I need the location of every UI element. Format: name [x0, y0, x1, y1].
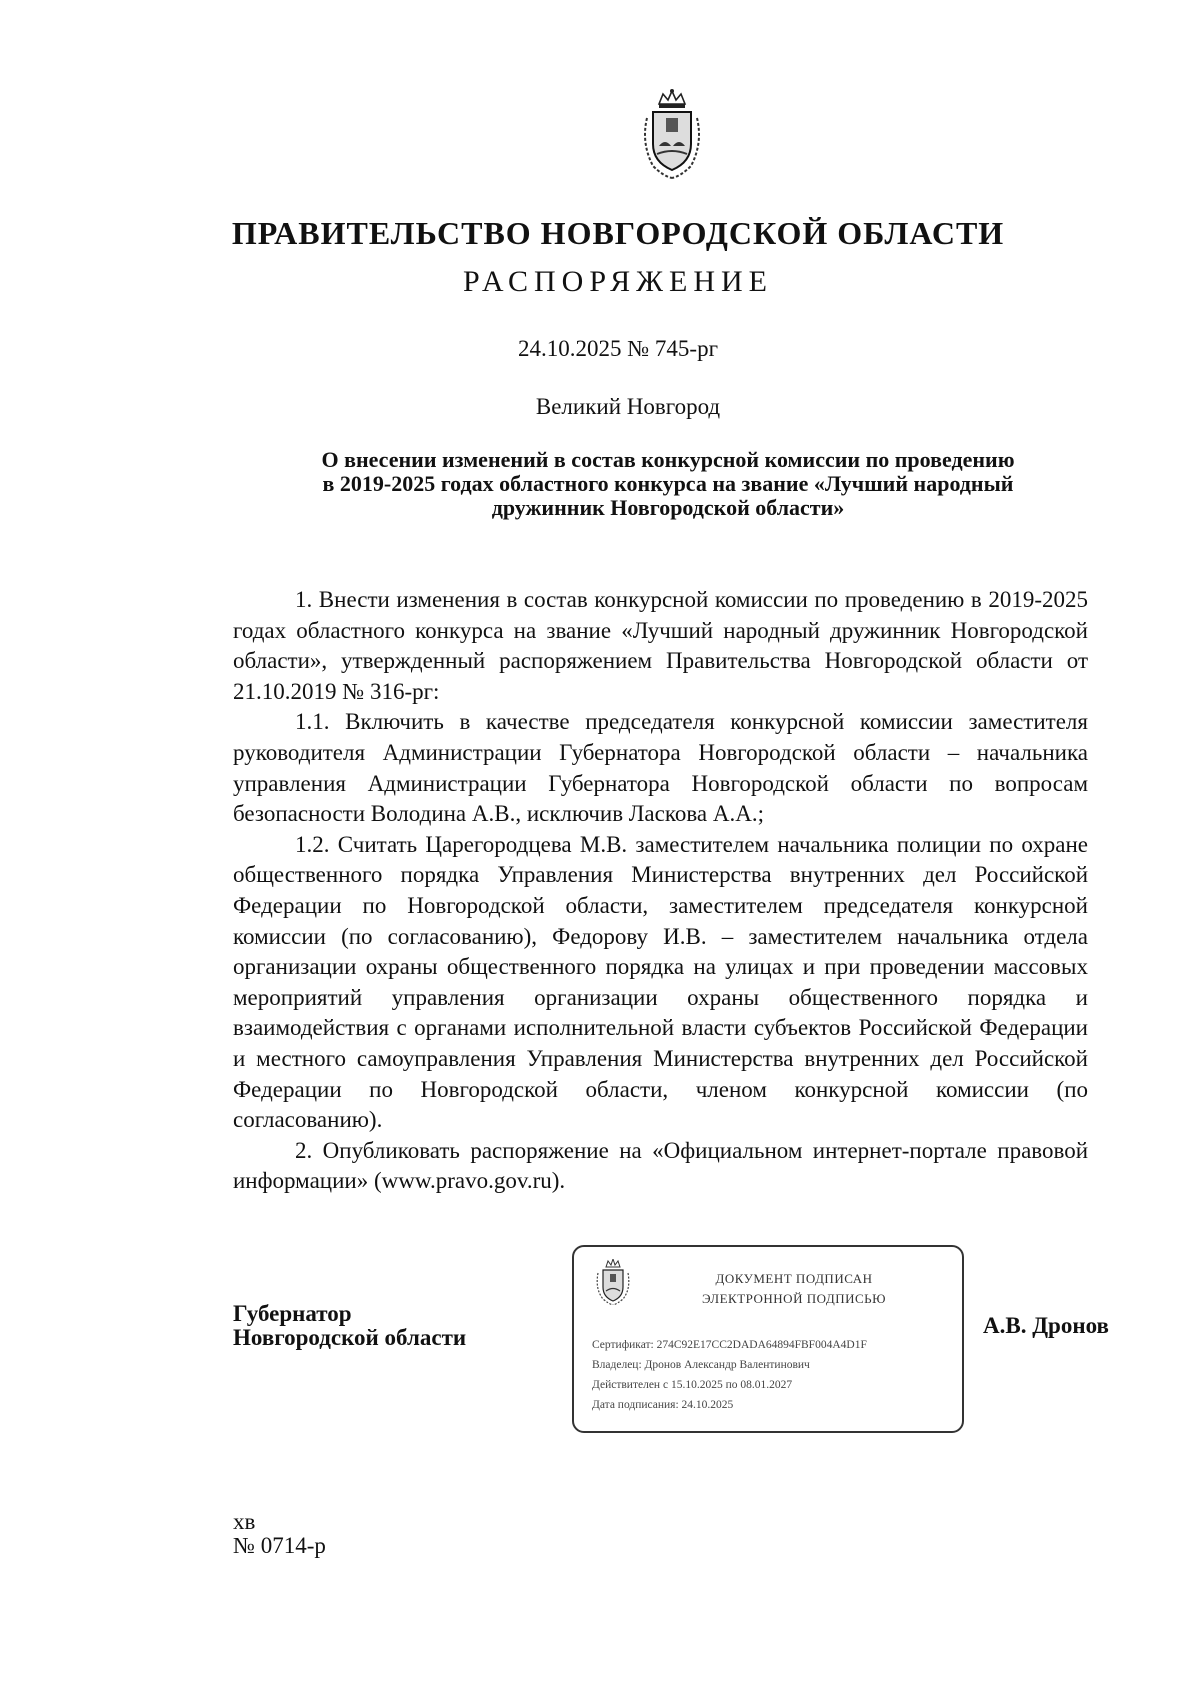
title-line: в 2019-2025 годах областного конкурса на звание «Лучший народный [322, 471, 1014, 496]
coat-of-arms-emblem [637, 88, 707, 180]
document-type: РАСПОРЯЖЕНИЕ [462, 265, 774, 298]
signatory-position [233, 1302, 466, 1350]
title-line: О внесении изменений в состав конкурсной комиссии по проведению [321, 447, 1015, 472]
body-paragraph: 1.2. Считать Царегородцева М.В. заместителем начальника полиции по охране общественного порядка Управления Министерства внутренних дел Российской Федерации по Новгородской области, заместителем председателя конкурсной комиссии (по согласованию), Федорову И.В. – заместителем начальника отдела организации охраны общественного порядка на улицах и при проведении массовых мероприятий управления организации охраны общественного порядка и взаимодействия с органами исполнительной власти субъектов Российской Федерации и местного самоуправления Управления Министерства внутренних дел Российской Федерации по Новгородской области, членом конкурсной комиссии (по согласованию). [233, 831, 1088, 1133]
stamp-header [684, 1269, 904, 1309]
document-city: Великий Новгород [535, 394, 721, 419]
document-body [233, 585, 1088, 1197]
document-date-number: 24.10.2025 № 745-рг [517, 336, 719, 361]
body-paragraph: 1. Внести изменения в состав конкурсной комиссии по проведению в 2019-2025 годах областного конкурса на звание «Лучший народный дружинник Новгородской области», утвержденный распоряжением Правительства Новгородской области от 21.10.2019 № 316-рг: [233, 587, 1088, 704]
signatory-position-line: Губернатор [233, 1301, 352, 1326]
signatory-name: А.В. Дронов [983, 1313, 1109, 1338]
document-title [238, 448, 1098, 520]
title-line: дружинник Новгородской области» [491, 495, 845, 520]
stamp-details [592, 1335, 867, 1415]
body-paragraph: 2. Опубликовать распоряжение на «Официальном интернет-портале правовой информации» (www.pravo.gov.ru). [233, 1137, 1088, 1194]
registration-block [233, 1510, 326, 1558]
stamp-validity: Действителен с 15.10.2025 по 08.01.2027 [592, 1379, 793, 1391]
registration-number: № 0714-р [233, 1533, 326, 1558]
registration-initials: хв [233, 1509, 256, 1534]
body-paragraph: 1.1. Включить в качестве председателя конкурсной комиссии заместителя руководителя Администрации Губернатора Новгородской области – начальника управления Администрации Губернатора Новгородской области по вопросам безопасности Володина А.В., исключив Ласкова А.А.; [233, 709, 1088, 827]
signatory-position-line: Новгородской области [233, 1325, 467, 1350]
stamp-owner: Владелец: Дронов Александр Валентинович [592, 1359, 810, 1371]
stamp-signed-date: Дата подписания: 24.10.2025 [592, 1399, 734, 1411]
electronic-signature-stamp [572, 1245, 964, 1433]
stamp-header-line: ДОКУМЕНТ ПОДПИСАН [715, 1271, 873, 1286]
stamp-emblem-icon [594, 1259, 632, 1305]
stamp-certificate: Сертификат: 274C92E17CC2DADA64894FBF004A4D1F [592, 1339, 867, 1351]
stamp-header-line: ЭЛЕКТРОННОЙ ПОДПИСЬЮ [702, 1291, 886, 1306]
organization-name: ПРАВИТЕЛЬСТВО НОВГОРОДСКОЙ ОБЛАСТИ [231, 215, 1005, 251]
